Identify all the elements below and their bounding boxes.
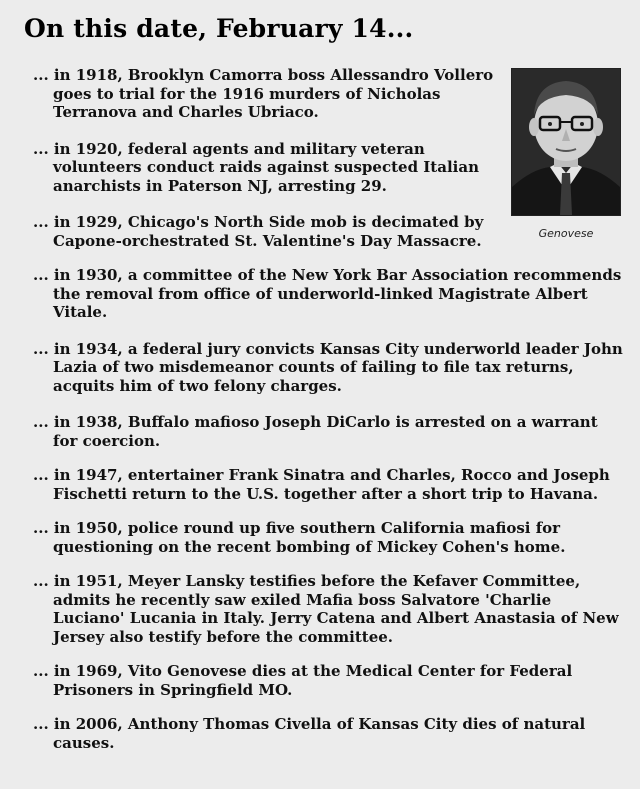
event-entry: ... in 2006, Anthony Thomas Civella of Kansas City dies of natural causes. xyxy=(33,715,586,752)
event-entry: ... in 1934, a federal jury convicts Kansas City underworld leader John Lazia of two misdemeanor counts of failing to file tax returns, acquits him of two felony charges. xyxy=(33,339,623,395)
event-list xyxy=(33,66,623,752)
page-title: On this date, February 14... xyxy=(24,14,414,43)
event-entry: ... in 1938, Buffalo mafioso Joseph DiCarlo is arrested on a warrant for coercion. xyxy=(33,413,598,450)
event-entry: ... in 1930, a committee of the New York Bar Association recommends the removal from office of underworld-linked Magistrate Albert Vitale. xyxy=(33,266,622,321)
portrait-caption: Genovese xyxy=(538,227,594,240)
event-entry: ... in 1950, police round up five southern California mafiosi for questioning on the recent bombing of Mickey Cohen's home. xyxy=(33,519,566,556)
event-entry: ... in 1969, Vito Genovese dies at the Medical Center for Federal Prisoners in Springfield MO. xyxy=(33,662,573,699)
event-entry: ... in 1929, Chicago's North Side mob is decimated by Capone-orchestrated St. Valentine's Day Massacre. xyxy=(33,213,484,250)
event-entry: ... in 1918, Brooklyn Camorra boss Allessandro Vollero goes to trial for the 1916 murders of Nicholas Terranova and Charles Ubriaco. xyxy=(33,66,494,121)
event-entry: ... in 1947, entertainer Frank Sinatra and Charles, Rocco and Joseph Fischetti return to the U.S. together after a short trip to Havana. xyxy=(33,466,610,503)
event-entry: ... in 1920, federal agents and military veteran volunteers conduct raids against suspected Italian anarchists in Paterson NJ, arresting 29. xyxy=(33,139,479,195)
event-entry: ... in 1951, Meyer Lansky testifies before the Kefaver Committee, admits he recently saw exiled Mafia boss Salvatore 'Charlie Luciano' Lucania in Italy. Jerry Catena and Albert Anastasia of New Jersey also testify before the committee. xyxy=(33,572,619,646)
